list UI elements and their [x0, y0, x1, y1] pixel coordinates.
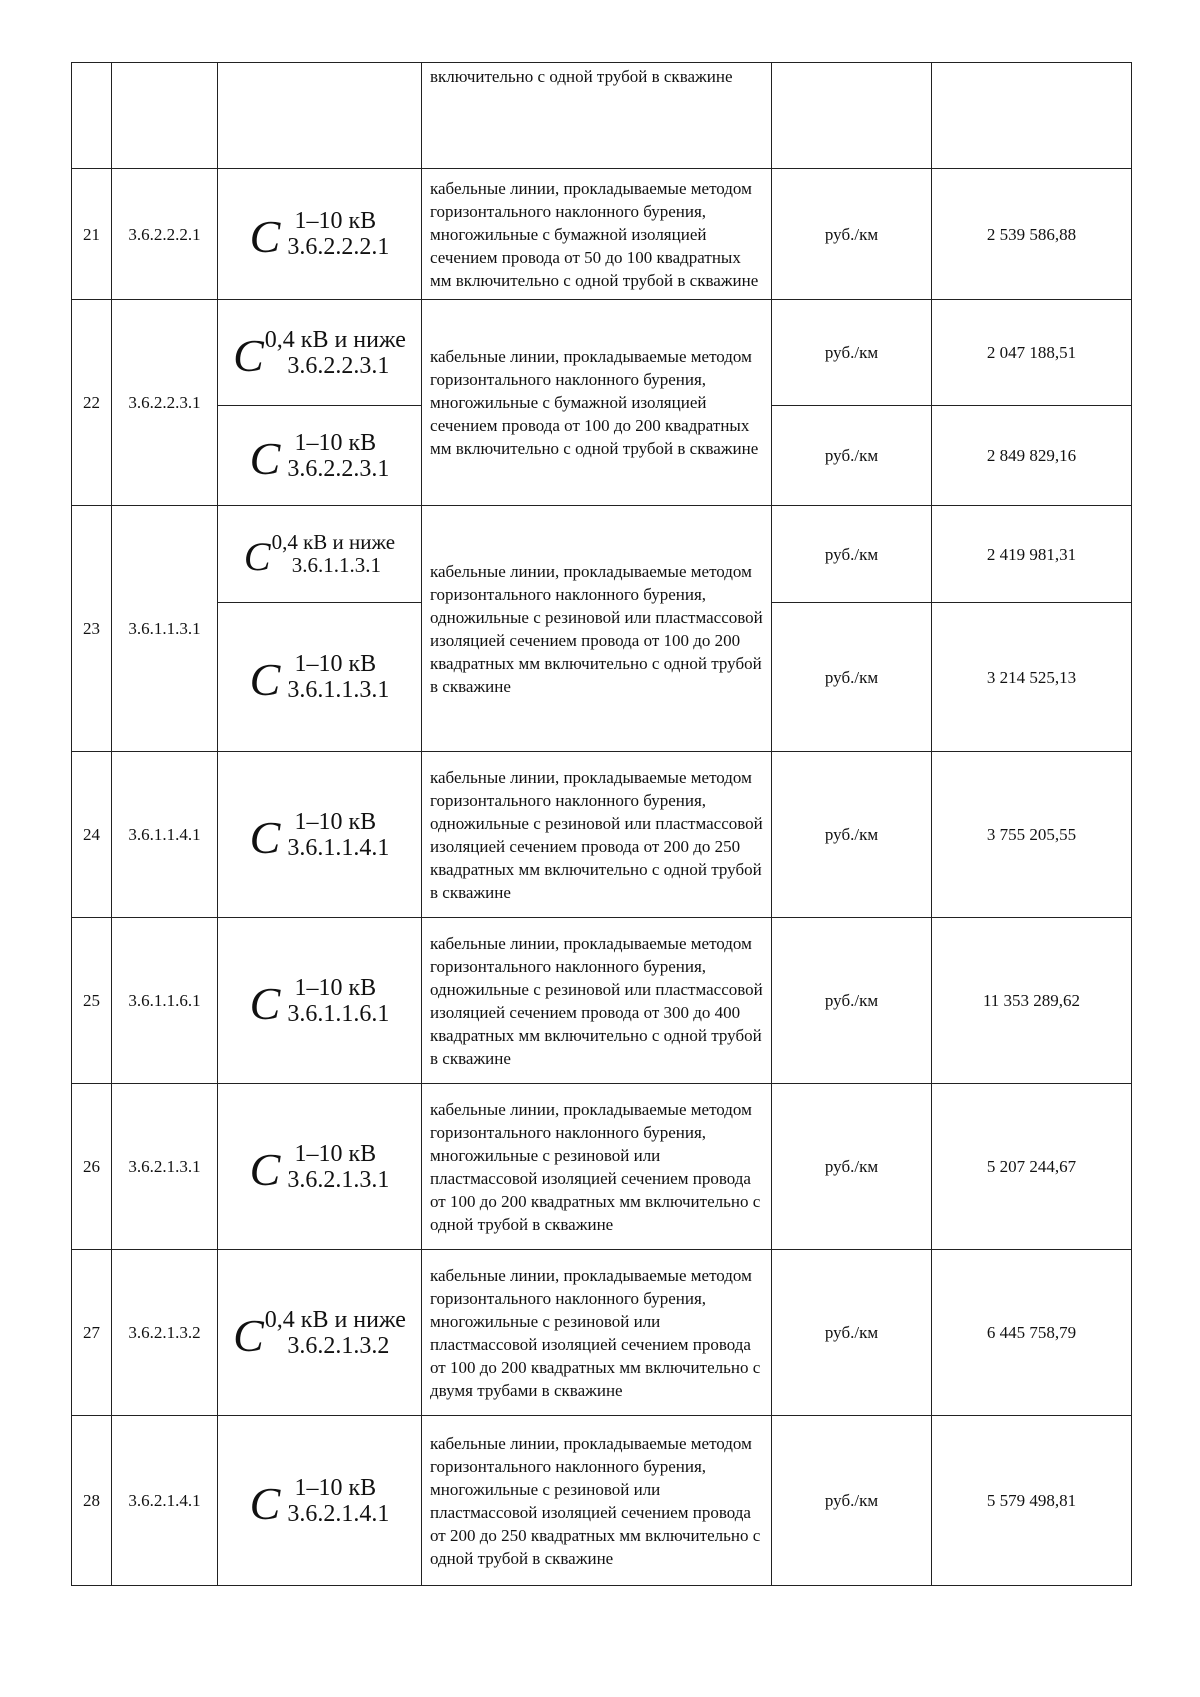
row-number-cell	[72, 63, 112, 169]
description-cell: кабельные линии, прокладываемые методом горизонтального наклонного бурения, многожильные с резиновой или пластмассовой изоляцией сечением провода от 100 до 200 квадратных мм включительно с двумя трубами в скважине	[422, 1250, 772, 1416]
price-cell: 11 353 289,62	[932, 918, 1132, 1084]
formula-superscript: 0,4 кВ и ниже	[271, 530, 396, 554]
formula-symbol: C	[233, 329, 264, 381]
formula-superscript: 1–10 кВ	[294, 208, 377, 234]
price-cell: 2 419 981,31	[932, 506, 1132, 603]
description-cell: кабельные линии, прокладываемые методом горизонтального наклонного бурения, многожильные с резиновой или пластмассовой изоляцией сечением провода от 200 до 250 квадратных мм включительно с одной трубой в скважине	[422, 1416, 772, 1586]
row-number-cell: 23	[72, 506, 112, 752]
rate-formula	[244, 531, 395, 577]
description-cell: кабельные линии, прокладываемые методом горизонтального наклонного бурения, одножильные с резиновой или пластмассовой изоляцией сечением провода от 100 до 200 квадратных мм включительно с одной трубой в скважине	[422, 506, 772, 752]
row-number-cell: 25	[72, 918, 112, 1084]
formula-subscript: 3.6.2.1.3.1	[287, 1166, 390, 1193]
formula-symbol: C	[249, 1143, 281, 1195]
code-cell: 3.6.2.1.3.2	[112, 1250, 218, 1416]
formula-cell	[218, 752, 422, 918]
description-cell: кабельные линии, прокладываемые методом горизонтального наклонного бурения, многожильные с резиновой или пластмассовой изоляцией сечением провода от 100 до 200 квадратных мм включительно с одной трубой в скважине	[422, 1084, 772, 1250]
formula-symbol: C	[249, 977, 281, 1029]
unit-cell: руб./км	[772, 1250, 932, 1416]
formula-superscript: 1–10 кВ	[294, 1474, 377, 1501]
rate-formula	[250, 809, 390, 861]
row-number-cell: 24	[72, 752, 112, 918]
price-cell: 3 214 525,13	[932, 603, 1132, 752]
code-cell: 3.6.2.1.4.1	[112, 1416, 218, 1586]
formula-subscript: 3.6.2.2.2.1	[287, 234, 390, 260]
formula-cell	[218, 603, 422, 752]
formula-cell	[218, 506, 422, 603]
price-cell: 5 579 498,81	[932, 1416, 1132, 1586]
formula-subscript: 3.6.2.1.3.2	[287, 1332, 390, 1359]
unit-cell: руб./км	[772, 752, 932, 918]
unit-cell: руб./км	[772, 300, 932, 406]
unit-cell: руб./км	[772, 506, 932, 603]
row-number-cell: 27	[72, 1250, 112, 1416]
price-cell: 2 539 586,88	[932, 169, 1132, 300]
code-cell: 3.6.1.1.6.1	[112, 918, 218, 1084]
formula-symbol: C	[249, 654, 281, 705]
formula-subscript: 3.6.2.1.4.1	[287, 1500, 390, 1527]
unit-cell: руб./км	[772, 406, 932, 506]
rate-formula	[250, 1141, 390, 1193]
formula-symbol: C	[249, 432, 281, 484]
row-number-cell: 21	[72, 169, 112, 300]
formula-symbol: C	[249, 211, 281, 262]
rate-formula	[233, 327, 406, 379]
row-number-cell: 22	[72, 300, 112, 506]
table-row	[72, 752, 1132, 918]
price-cell: 6 445 758,79	[932, 1250, 1132, 1416]
table-row	[72, 1416, 1132, 1586]
table-row	[72, 1084, 1132, 1250]
formula-cell	[218, 300, 422, 406]
description-cell: кабельные линии, прокладываемые методом горизонтального наклонного бурения, одножильные с резиновой или пластмассовой изоляцией сечением провода от 300 до 400 квадратных мм включительно с одной трубой в скважине	[422, 918, 772, 1084]
code-cell	[112, 63, 218, 169]
formula-cell	[218, 1084, 422, 1250]
formula-symbol: C	[249, 1477, 281, 1529]
rate-formula	[250, 975, 390, 1027]
row-number-cell: 28	[72, 1416, 112, 1586]
formula-cell	[218, 1416, 422, 1586]
rate-formula	[250, 1475, 390, 1527]
formula-subscript: 3.6.1.1.3.1	[291, 553, 381, 577]
table-row	[72, 506, 1132, 603]
formula-subscript: 3.6.2.2.3.1	[287, 352, 390, 379]
formula-symbol: C	[249, 811, 281, 863]
formula-subscript: 3.6.1.1.4.1	[287, 834, 390, 861]
rate-formula	[250, 430, 390, 482]
table-row	[72, 1250, 1132, 1416]
formula-cell	[218, 63, 422, 169]
rate-formula	[250, 651, 390, 703]
unit-cell: руб./км	[772, 1416, 932, 1586]
formula-superscript: 1–10 кВ	[294, 974, 377, 1001]
table-row	[72, 169, 1132, 300]
description-cell: кабельные линии, прокладываемые методом горизонтального наклонного бурения, многожильные с бумажной изоляцией сечением провода от 100 до 200 квадратных мм включительно с одной трубой в скважине	[422, 300, 772, 506]
price-cell: 3 755 205,55	[932, 752, 1132, 918]
unit-cell: руб./км	[772, 169, 932, 300]
formula-cell	[218, 918, 422, 1084]
unit-cell: руб./км	[772, 1084, 932, 1250]
formula-cell	[218, 406, 422, 506]
formula-superscript: 0,4 кВ и ниже	[264, 326, 406, 353]
price-cell: 5 207 244,67	[932, 1084, 1132, 1250]
description-cell: кабельные линии, прокладываемые методом горизонтального наклонного бурения, многожильные с бумажной изоляцией сечением провода от 50 до 100 квадратных мм включительно с одной трубой в скважине	[422, 169, 772, 300]
unit-cell	[772, 63, 932, 169]
rate-formula	[250, 208, 390, 260]
formula-superscript: 1–10 кВ	[294, 651, 377, 677]
formula-subscript: 3.6.2.2.3.1	[287, 455, 390, 482]
formula-superscript: 1–10 кВ	[294, 429, 377, 456]
description-cell: включительно с одной трубой в скважине	[422, 63, 772, 169]
table-row	[72, 300, 1132, 406]
formula-subscript: 3.6.1.1.3.1	[287, 677, 390, 703]
formula-cell	[218, 1250, 422, 1416]
table-row	[72, 918, 1132, 1084]
code-cell: 3.6.1.1.3.1	[112, 506, 218, 752]
formula-superscript: 0,4 кВ и ниже	[264, 1306, 406, 1333]
unit-cell: руб./км	[772, 918, 932, 1084]
formula-superscript: 1–10 кВ	[294, 1140, 377, 1167]
code-cell: 3.6.1.1.4.1	[112, 752, 218, 918]
unit-cell: руб./км	[772, 603, 932, 752]
price-cell: 2 849 829,16	[932, 406, 1132, 506]
formula-symbol: C	[243, 534, 271, 579]
table-row	[72, 63, 1132, 169]
code-cell: 3.6.2.2.3.1	[112, 300, 218, 506]
price-cell	[932, 63, 1132, 169]
description-cell: кабельные линии, прокладываемые методом горизонтального наклонного бурения, одножильные с резиновой или пластмассовой изоляцией сечением провода от 200 до 250 квадратных мм включительно с одной трубой в скважине	[422, 752, 772, 918]
formula-superscript: 1–10 кВ	[294, 808, 377, 835]
tariff-table	[71, 62, 1132, 1586]
price-cell: 2 047 188,51	[932, 300, 1132, 406]
rate-formula	[233, 1307, 406, 1359]
formula-subscript: 3.6.1.1.6.1	[287, 1000, 390, 1027]
code-cell: 3.6.2.1.3.1	[112, 1084, 218, 1250]
row-number-cell: 26	[72, 1084, 112, 1250]
formula-symbol: C	[233, 1309, 264, 1361]
code-cell: 3.6.2.2.2.1	[112, 169, 218, 300]
formula-cell	[218, 169, 422, 300]
